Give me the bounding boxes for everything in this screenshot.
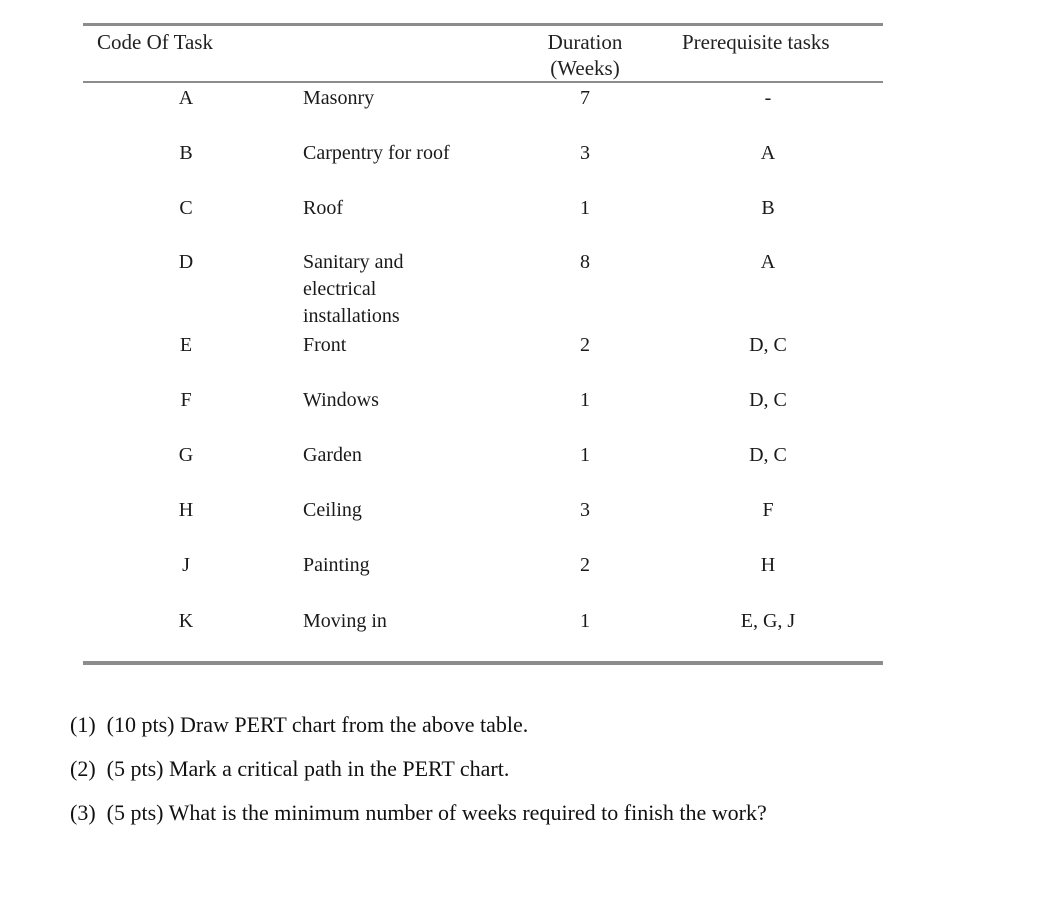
task-prerequisites: F <box>762 499 774 521</box>
table-header-rule <box>83 81 883 83</box>
task-duration: 2 <box>580 554 590 576</box>
task-duration: 1 <box>580 610 590 632</box>
table-row <box>0 552 1060 576</box>
table-row <box>0 442 1060 466</box>
table-top-rule <box>83 23 883 26</box>
question-number: (1) <box>70 712 96 737</box>
task-name: Masonry <box>303 87 375 109</box>
table-row <box>0 85 1060 109</box>
task-name: Carpentry for roof <box>303 142 450 164</box>
question-item <box>70 796 1020 840</box>
task-prerequisites: D, C <box>749 444 787 466</box>
task-duration: 7 <box>580 87 590 109</box>
header-duration <box>530 29 640 81</box>
task-code: H <box>178 499 194 521</box>
task-name: Garden <box>303 444 362 466</box>
task-name: Ceiling <box>303 499 362 521</box>
task-prerequisites: - <box>764 87 772 109</box>
task-prerequisites: A <box>760 142 776 164</box>
task-name: Front <box>303 334 347 356</box>
task-duration: 3 <box>580 142 590 164</box>
header-duration-line1: Duration <box>547 30 623 54</box>
question-item <box>70 752 1020 796</box>
task-prerequisites: B <box>761 197 775 219</box>
task-name: Windows <box>303 389 379 411</box>
task-duration: 8 <box>580 251 590 273</box>
table-row <box>0 140 1060 164</box>
task-code: A <box>178 87 194 109</box>
task-name: Sanitary and electrical installations <box>303 251 404 327</box>
task-name: Painting <box>303 554 370 576</box>
question-text: (5 pts) Mark a critical path in the PERT chart. <box>106 756 510 781</box>
task-prerequisites: A <box>760 251 776 273</box>
table-bottom-rule <box>83 661 883 665</box>
task-prerequisites: E, G, J <box>740 610 796 632</box>
task-code: C <box>179 197 193 219</box>
task-code: J <box>182 554 190 576</box>
task-duration: 1 <box>580 197 590 219</box>
table-row <box>0 332 1060 356</box>
header-duration-line2: (Weeks) <box>550 56 620 80</box>
table-row <box>0 387 1060 411</box>
question-number: (3) <box>70 800 96 825</box>
task-code: B <box>179 142 193 164</box>
task-code: E <box>179 334 193 356</box>
task-code: D <box>178 251 194 273</box>
task-duration: 3 <box>580 499 590 521</box>
task-duration: 1 <box>580 389 590 411</box>
task-code: G <box>178 444 194 466</box>
task-prerequisites: D, C <box>749 389 787 411</box>
task-code: F <box>180 389 192 411</box>
task-name: Roof <box>303 197 343 219</box>
header-prerequisite-tasks: Prerequisite tasks <box>682 30 830 54</box>
question-text: (10 pts) Draw PERT chart from the above table. <box>106 712 529 737</box>
task-name: Moving in <box>303 610 387 632</box>
task-duration: 2 <box>580 334 590 356</box>
question-text: (5 pts) What is the minimum number of weeks required to finish the work? <box>106 800 767 825</box>
task-code: K <box>178 610 194 632</box>
header-code-of-task: Code Of Task <box>97 30 213 54</box>
table-row <box>0 249 1060 327</box>
table-row <box>0 497 1060 521</box>
question-list <box>70 708 1020 840</box>
table-row <box>0 195 1060 219</box>
table-row <box>0 608 1060 632</box>
question-item <box>70 708 1020 752</box>
task-prerequisites: D, C <box>749 334 787 356</box>
question-number: (2) <box>70 756 96 781</box>
task-duration: 1 <box>580 444 590 466</box>
task-prerequisites: H <box>760 554 776 576</box>
